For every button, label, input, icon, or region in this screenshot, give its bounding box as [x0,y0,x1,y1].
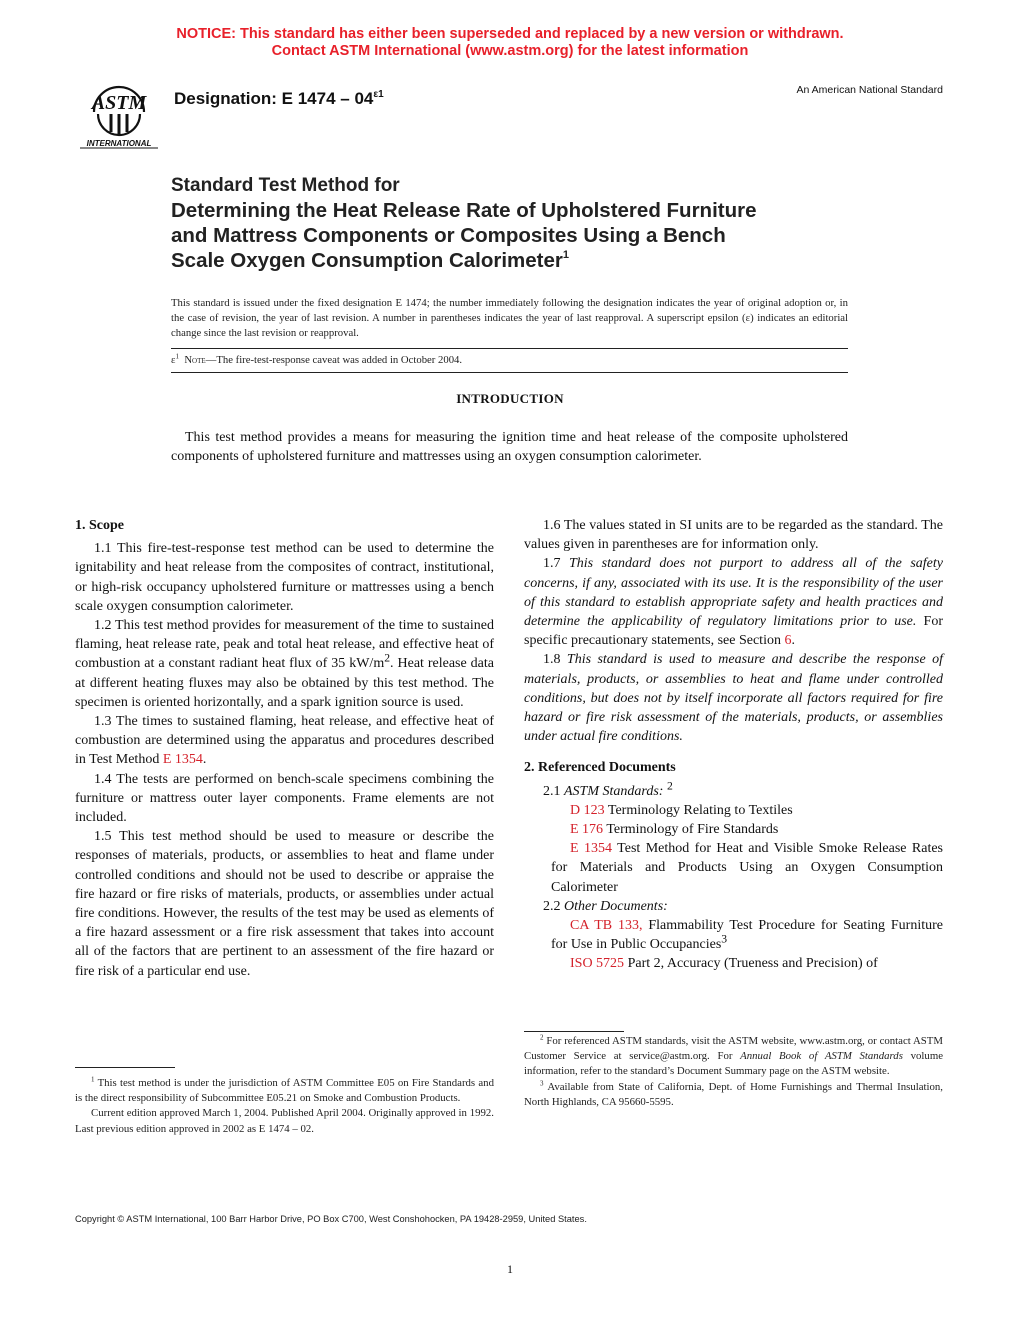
scope-heading: 1. Scope [75,518,124,533]
ref-link-e176[interactable]: E 176 [570,822,604,838]
scope-1-5: 1.5 This test method should be used to measure or describe the responses of materials, products, or assemblies to heat and flame under controlled conditions and should not be used to describe or appraise the fire hazard or fire risks of materials, products, or assemblies under actual fire conditions. However, the results of the test may be used as elements of a fire hazard assessment or a fire risk assessment that takes into account all of the factors that are pertinent to an assessment of the fire hazard or fire risk of a particular end use. [75,829,494,979]
edit-mark: ε [171,354,176,366]
copyright: Copyright © ASTM International, 100 Barr Harbor Drive, PO Box C700, West Conshohocken, PA 19428-2959, United States. [75,1214,587,1224]
ref-item: CA TB 133, Flammability Test Procedure for Seating Furniture for Use in Public Occupancies$^3$ [551,918,943,953]
ref-item: E 176 Terminology of Fire Standards [570,822,779,838]
scope-1-1: 1.1 This fire-test-response test method can be used to determine the ignitability and heat release from the composites of contract, institutional, or high-risk occupancy upholstered furniture or mattresses using a bench scale oxygen consumption calorimeter. [75,541,494,614]
notice-line-2: Contact ASTM International (www.astm.org) for the latest information [271,43,749,59]
designation-superscript: ε1 [373,89,384,100]
title-line-2: and Mattress Components or Composites Using a Bench [171,224,726,247]
divider [171,372,848,373]
document-title [171,174,871,273]
issued-statement: This standard is issued under the fixed designation E 1474; the number immediately following the designation indicates the year of original adoption or, in the case of revision, the year of last revision. A number in parentheses indicates the year of last reapproval. A superscript epsilon (ε) indicates an editorial change since the last revision or reapproval. [171,297,848,340]
astm-logo [74,72,164,152]
title-line-3: Scale Oxygen Consumption Calorimeter [171,249,563,272]
edit-note-text: —The fire-test-response caveat was added in October 2004. [205,354,463,366]
logo-subtext: INTERNATIONAL [86,139,152,148]
introduction-heading: INTRODUCTION [456,391,564,406]
ref-link-iso5725[interactable]: ISO 5725 [570,956,625,972]
footnote-3: $^3$ Available from State of California, Dept. of Home Furnishings and Thermal Insulation, North Highlands, CA 95660-5595. [524,1079,944,1108]
scope-1-2: 1.2 This test method provides for measurement of the time to sustained flaming, heat release rate, peak and total heat release, and effective heat of combustion at a constant radiant heat flux of 35 $kW/m^2$. Heat release data at different heating fluxes may also be obtained by this test method. The specimen is oriented horizontally, and a spark ignition source is used. [75,618,494,710]
scope-1-3: 1.3 The times to sustained flaming, heat release, and effective heat of combustion are determined using the apparatus and procedures described in Test Method E 1354. [75,714,494,768]
footnotes-right [524,1034,943,1110]
note-label: Note [184,354,206,366]
footnote-2: $^2$ For referenced ASTM standards, visit the ASTM website, www.astm.org, or contact ASTM Customer Service at service@astm.org. For Annual Book of ASTM Standards volume information, refer to the standard’s Document Summary page on the ASTM website. [524,1033,944,1078]
section-6-link[interactable]: 6 [784,633,792,649]
footnotes-left [75,1076,494,1137]
astm-standards-label: 2.1 ASTM Standards: $^2$ [543,778,673,799]
ref-link-catb133[interactable]: CA TB 133, [570,918,643,934]
title-prefix: Standard Test Method for [171,175,400,196]
footnote-divider [75,1067,175,1068]
designation [174,89,384,109]
designation-label: Designation: E 1474 – 04 [174,89,374,108]
ref-item: E 1354 Test Method for Heat and Visible Smoke Release Rates for Materials and Products Using an Oxygen Consumption Calorimeter [551,841,944,895]
notice-line-1: NOTICE: This standard has either been superseded and replaced by a new version or withdrawn. [176,26,844,42]
title-line-1: Determining the Heat Release Rate of Upholstered Furniture [171,199,757,222]
national-standard-label: An American National Standard [796,84,943,96]
ref-item: ISO 5725 Part 2, Accuracy (Trueness and Precision) of [570,956,878,972]
edit-mark-sup: 1 [175,352,179,361]
right-column [524,516,943,974]
scope-1-4: 1.4 The tests are performed on bench-scale specimens combining the furniture or mattress outer layer components. Frame elements are not included. [75,771,494,826]
title-footnote-mark: 1 [562,249,569,261]
notice-banner [0,26,1020,60]
divider [171,348,848,349]
page-number: 1 [507,1262,513,1276]
logo-text: ASTM [91,92,147,114]
scope-1-8: 1.8 This standard is used to measure and describe the response of materials, products, or assemblies to heat and flame under controlled conditions, but does not by itself incorporate all factors required for fire hazard or fire risk assessment of the materials, products, or assemblies under actual fire conditions. [524,652,943,745]
left-column [75,516,494,981]
footnote-1: $^1$ This test method is under the jurisdiction of ASTM Committee E05 on Fire Standards and is the direct responsibility of Subcommittee E05.21 on Smoke and Combustion Products. [75,1075,494,1105]
scope-1-6: 1.6 The values stated in SI units are to be regarded as the standard. The values given in parentheses are for information only. [524,518,943,553]
ref-link-e1354[interactable]: E 1354 [570,841,612,857]
scope-1-7: 1.7 This standard does not purport to address all of the safety concerns, if any, associated with its use. It is the responsibility of the user of this standard to establish appropriate safety and health practices and determine the applicability of regulatory limitations prior to use. For specific precautionary statements, see Section 6. [524,556,944,649]
footnote-1-approval: Current edition approved March 1, 2004. Published April 2004. Originally approved in 1992. Last previous edition approved in 2002 as E 1474 – 02. [75,1107,494,1135]
other-documents-label: 2.2 Other Documents: [543,898,668,914]
referenced-documents-heading: 2. Referenced Documents [524,760,676,776]
ref-item: D 123 Terminology Relating to Textiles [570,802,793,818]
footnote-divider [524,1031,624,1032]
introduction-text: This test method provides a means for measuring the ignition time and heat release of the composite upholstered components of upholstered furniture and mattresses using an oxygen consumption calorimeter. [171,430,848,465]
e1354-link[interactable]: E 1354 [162,752,203,768]
ref-link-d123[interactable]: D 123 [570,802,605,818]
editorial-note [171,354,462,366]
